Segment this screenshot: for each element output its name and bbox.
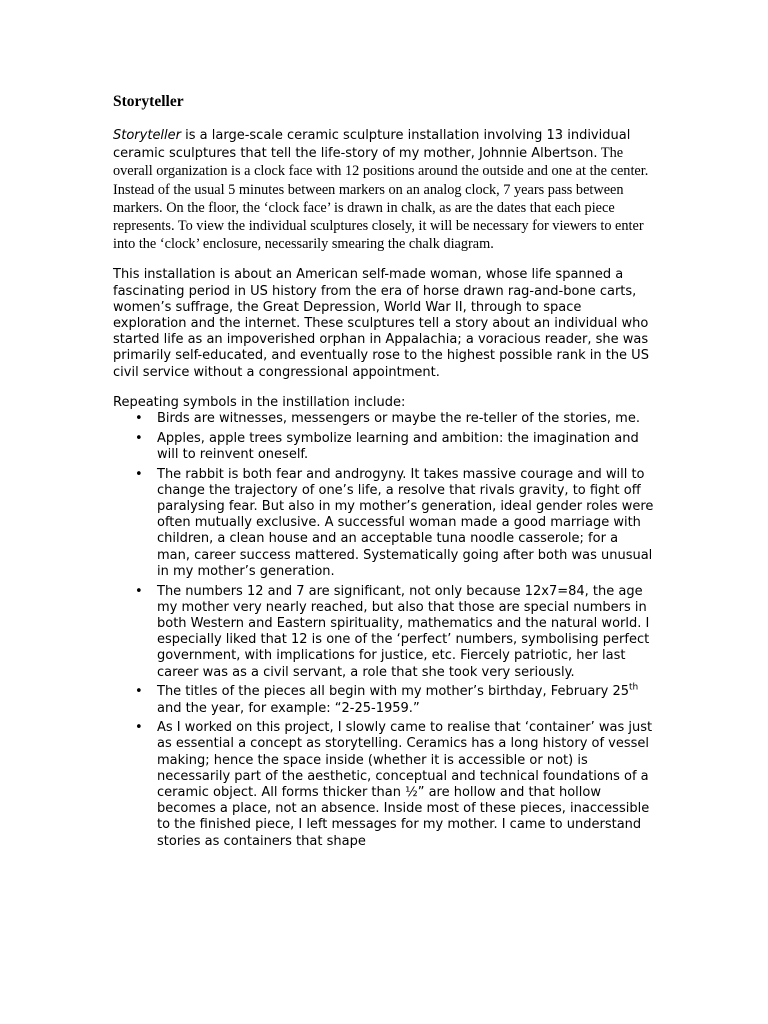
list-item-text: As I worked on this project, I slowly came to realise that ‘container’ was just as essential a concept as storytelling. Ceramics has a long history of vessel making; hence the space inside (whether it is accessible or not) is necessarily part of the aesthetic, conceptual and technical foundations of a ceramic object. All forms thicker than ½” are hollow and that hollow becomes a place, not an absence. Inside most of these pieces, inaccessible to the finished piece, I left messages for my mother. I came to understand stories as containers that shape: [157, 720, 653, 849]
symbols-list-intro: Repeating symbols in the instillation include:: [113, 394, 406, 410]
symbols-list: [113, 411, 655, 850]
intro-paragraph: [113, 126, 655, 253]
list-item-text: Birds are witnesses, messengers or maybe the re-teller of the stories, me.: [157, 411, 640, 427]
list-item: [113, 684, 655, 716]
list-item: [113, 584, 655, 681]
list-item-text: The rabbit is both fear and androgyny. It takes massive courage and will to change the trajectory of one’s life, a resolve that rivals gravity, to fight off paralysing fear. But also in my mother’s generation, ideal gender roles were often mutually exclusive. A successful woman made a good marriage with children, a clean house and an acceptable tuna noodle casserole; for a man, career success mattered. Systematically going after both was unusual in my mother’s generation.: [157, 466, 654, 579]
list-item-text: The numbers 12 and 7 are significant, not only because 12x7=84, the age my mother very nearly reached, but also that those are special numbers in both Western and Eastern spirituality, mathematics and the natural world. I especially liked that 12 is one of the ‘perfect’ numbers, symbolising perfect government, with implications for justice, etc. Fiercely patriotic, her last career was as a civil servant, a role that she took very seriously.: [157, 583, 650, 680]
bullet-glyph: •: [135, 583, 143, 599]
list-item: [113, 431, 655, 463]
bullet-glyph: •: [135, 720, 143, 736]
list-item: [113, 411, 655, 427]
ordinal-suffix: th: [629, 682, 639, 693]
list-item: [113, 720, 655, 850]
document-page: [113, 92, 655, 853]
bullet-glyph: •: [135, 466, 143, 482]
document-title: Storyteller: [113, 93, 184, 110]
bullet-glyph: •: [135, 411, 143, 427]
bullet-glyph: •: [135, 684, 143, 700]
list-item-text-before: The titles of the pieces all begin with my mother’s birthday, February 25: [157, 684, 630, 700]
intro-serif-text: The overall organization is a clock face with 12 positions around the outside and one at the center. Instead of the usual 5 minutes between markers on an analog clock, 7 years pass between markers. On the floor, the ‘clock face’ is drawn in chalk, as are the dates that each piece represents. To view the individual sculptures closely, it will be necessary for viewers to enter into the ‘clock’ enclosure, necessarily smearing the chalk diagram.: [113, 145, 649, 253]
intro-title-italic: Storyteller: [113, 128, 182, 143]
list-item: [113, 467, 655, 580]
list-item-text-after: and the year, for example: “2-25-1959.”: [157, 700, 420, 716]
list-item-text: Apples, apple trees symbolize learning and ambition: the imagination and will to reinvent oneself.: [157, 430, 639, 462]
history-paragraph: This installation is about an American self-made woman, whose life spanned a fascinating period in US history from the era of horse drawn rag-and-bone carts, women’s suffrage, the Great Depression, World War II, through to space exploration and the internet. These sculptures tell a story about an individual who started life as an impoverished orphan in Appalachia; a voracious reader, she was primarily self-educated, and eventually rose to the highest possible rank in the US civil service without a congressional appointment.: [113, 267, 649, 380]
intro-sans-text: is a large-scale ceramic sculpture installation involving 13 individual ceramic sculptures that tell the life-story of my mother, Johnnie Albertson.: [113, 128, 631, 162]
bullet-glyph: •: [135, 430, 143, 446]
